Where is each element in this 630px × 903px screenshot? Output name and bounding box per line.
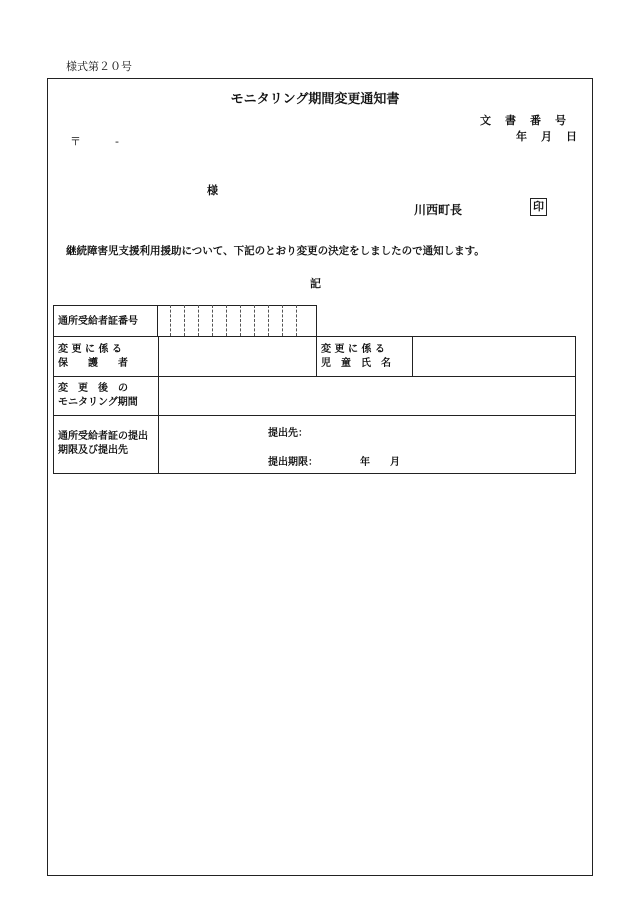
postal-code [70, 133, 119, 149]
digit-divider [198, 305, 199, 336]
addressee-honorific: 様 [207, 184, 218, 197]
guardian-label-line2: 保 護 者 [58, 358, 128, 369]
date-year: 年 [516, 130, 527, 143]
submit-label-line1: 通所受給者証の提出 [58, 431, 148, 442]
postal-dash: - [115, 135, 119, 148]
digit-divider [240, 305, 241, 336]
submit-to-label: 提出先： [268, 428, 308, 439]
digit-divider [296, 305, 297, 336]
digit-divider [226, 305, 227, 336]
row-divider [53, 415, 576, 416]
seal-box: 印 [530, 198, 547, 216]
row-divider [53, 376, 576, 377]
document-number-label: 文書番号 [480, 114, 580, 127]
submit-label-line2: 期限及び提出先 [58, 445, 128, 456]
digit-divider [268, 305, 269, 336]
deadline-label: 提出期限： [268, 457, 318, 468]
child-label-line2: 児 童 氏 名 [321, 358, 391, 369]
issue-date [516, 128, 591, 144]
digit-divider [184, 305, 185, 336]
document-frame [47, 78, 593, 876]
label-column-divider [158, 336, 159, 474]
digit-divider [282, 305, 283, 336]
postal-mark: 〒 [70, 135, 81, 148]
period-label-line1: 変 更 後 の [58, 383, 128, 394]
digit-divider [170, 305, 171, 336]
digit-divider [212, 305, 213, 336]
child-value-divider [412, 336, 413, 376]
recipient-number-label: 通所受給者証番号 [58, 316, 138, 327]
document-title: モニタリング期間変更通知書 [230, 92, 400, 107]
form-number: 様式第２０号 [66, 60, 132, 73]
date-month: 月 [541, 130, 552, 143]
notice-text: 継続障害児支援利用援助について、下記のとおり変更の決定をしましたので通知します。 [66, 245, 485, 257]
period-label-line2: モニタリング期間 [58, 397, 138, 408]
date-day: 日 [566, 130, 577, 143]
deadline-month: 月 [390, 457, 400, 468]
child-label-line1: 変 更 に 係 る [321, 344, 385, 355]
digit-divider [254, 305, 255, 336]
deadline-year: 年 [360, 457, 370, 468]
child-column-divider [316, 336, 317, 376]
guardian-label-line1: 変 更 に 係 る [58, 344, 122, 355]
ki-heading: 記 [310, 277, 321, 290]
issuer-name: 川西町長 [414, 203, 463, 217]
